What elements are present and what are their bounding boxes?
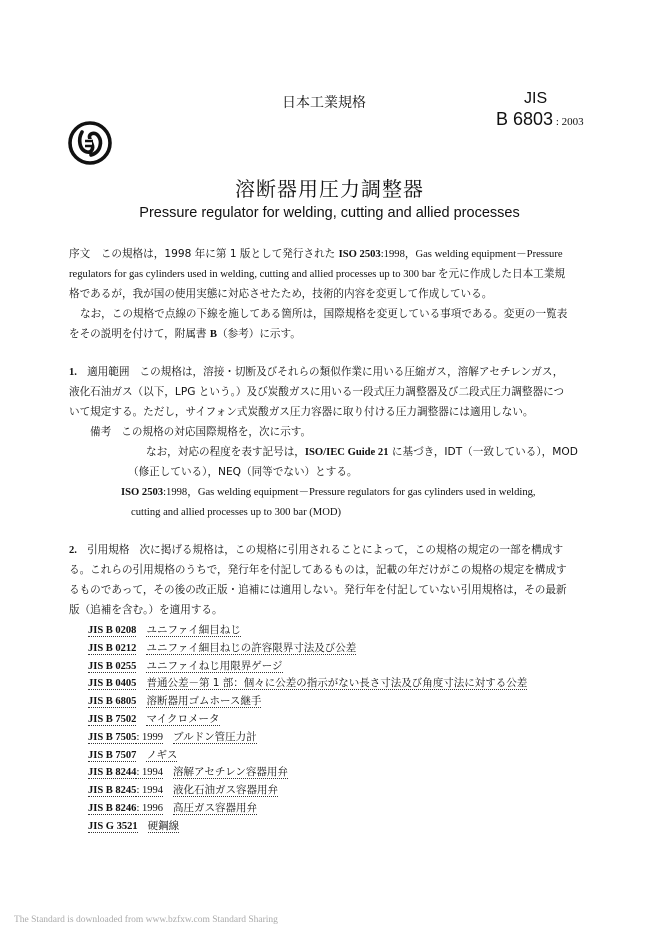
scope-line-1: 1. 適用範囲 この規格は，溶接・切断及びそれらの類似作業に用いる圧縮ガス，溶解アセチレンガス， bbox=[69, 366, 564, 378]
reference-list bbox=[88, 622, 527, 836]
preface-line-4: なお，この規格で点線の下線を施してある箇所は，国際規格を変更している事項である。変更の一覧表 bbox=[80, 308, 568, 320]
scope-iso-line-1: ISO 2503:1998，Gas welding equipment－Pressure regulators for gas cylinders used in welding, bbox=[121, 487, 536, 498]
scope-note-line-2: なお，対応の程度を表す記号は，ISO/IEC Guide 21 に基づき，IDT（一致している），MOD bbox=[146, 446, 578, 458]
scope-line-3: いて規定する。ただし，サイフォン式炭酸ガス圧力容器に取り付ける圧力調整器には適用しない。 bbox=[69, 406, 534, 418]
jis-mark-icon bbox=[66, 119, 114, 167]
normative-line-1: 2. 引用規格 次に掲げる規格は，この規格に引用されることによって，この規格の規定の一部を構成す bbox=[69, 544, 564, 556]
reference-item: JIS B 8244: 1994 溶解アセチレン容器用弁 bbox=[88, 766, 288, 779]
scope-line-2: 液化石油ガス（以下，LPG という。）及び炭酸ガスに用いる一段式圧力調整器及び二段式圧力調整器につ bbox=[69, 386, 565, 398]
reference-item: JIS B 0208 ユニファイ細目ねじ bbox=[88, 624, 241, 636]
reference-item: JIS B 6805 溶断器用ゴムホース継手 bbox=[88, 695, 262, 708]
title-en: Pressure regulator for welding, cutting and allied processes bbox=[139, 205, 520, 221]
scope-note-line-3: （修正している），NEQ（同等でない）とする。 bbox=[128, 466, 358, 478]
preface-line-2: regulators for gas cylinders used in welding, cutting and allied processes up to 300 bar を元に作成した日本工業規 bbox=[69, 269, 566, 280]
standard-year: : 2003 bbox=[553, 116, 584, 128]
normative-line-3: るものであって，その後の改正版・追補には適用しない。発行年を付記していない引用規格は，その最新 bbox=[69, 584, 567, 596]
reference-item: JIS G 3521 硬鋼線 bbox=[88, 819, 180, 832]
normative-line-2: る。これらの引用規格のうちで，発行年を付記してあるものは，記載の年だけがこの規格の規定を構成す bbox=[69, 564, 567, 576]
reference-item: JIS B 7505: 1999 ブルドン管圧力計 bbox=[88, 730, 257, 743]
preface-line-5: をその説明を付けて，附属書 B（参考）に示す。 bbox=[69, 328, 301, 340]
org-title: 日本工業規格 bbox=[282, 95, 366, 111]
jis-label: JIS bbox=[524, 90, 548, 107]
reference-item: JIS B 7502 マイクロメータ bbox=[88, 712, 220, 725]
footer-watermark: The Standard is downloaded from www.bzfxw.com Standard Sharing bbox=[14, 915, 278, 925]
reference-item: JIS B 0405 普通公差－第 1 部：個々に公差の指示がない長さ寸法及び角度寸法に対する公差 bbox=[88, 677, 528, 690]
reference-item: JIS B 8246: 1996 高圧ガス容器用弁 bbox=[88, 801, 257, 814]
scope-iso-line-2: cutting and allied processes up to 300 bar (MOD) bbox=[131, 507, 342, 518]
standard-number bbox=[496, 109, 584, 130]
reference-item: JIS B 8245: 1994 液化石油ガス容器用弁 bbox=[88, 784, 278, 797]
normative-line-4: 版（追補を含む。）を適用する。 bbox=[69, 604, 223, 616]
note-heading: 備考 bbox=[90, 426, 112, 438]
reference-item: JIS B 0212 ユニファイ細目ねじの許容限界寸法及び公差 bbox=[88, 641, 357, 654]
reference-item: JIS B 0255 ユニファイねじ用限界ゲージ bbox=[88, 659, 283, 672]
preface-line-3: 格であるが，我が国の使用実態に対応させたため，技術的内容を変更して作成している。 bbox=[69, 288, 493, 300]
scope-heading: 適用範囲 bbox=[87, 366, 130, 378]
title-ja: 溶断器用圧力調整器 bbox=[235, 177, 424, 201]
reference-item: JIS B 7507 ノギス bbox=[88, 748, 178, 761]
standard-code: B 6803 bbox=[496, 109, 554, 129]
scope-note-line-1: 備考 この規格の対応国際規格を，次に示す。 bbox=[90, 426, 312, 438]
normative-heading: 引用規格 bbox=[87, 544, 130, 556]
preface-line-1: 序文 この規格は，1998 年に第 1 版として発行された ISO 2503:1998，Gas welding equipment－Pressure bbox=[69, 248, 563, 260]
